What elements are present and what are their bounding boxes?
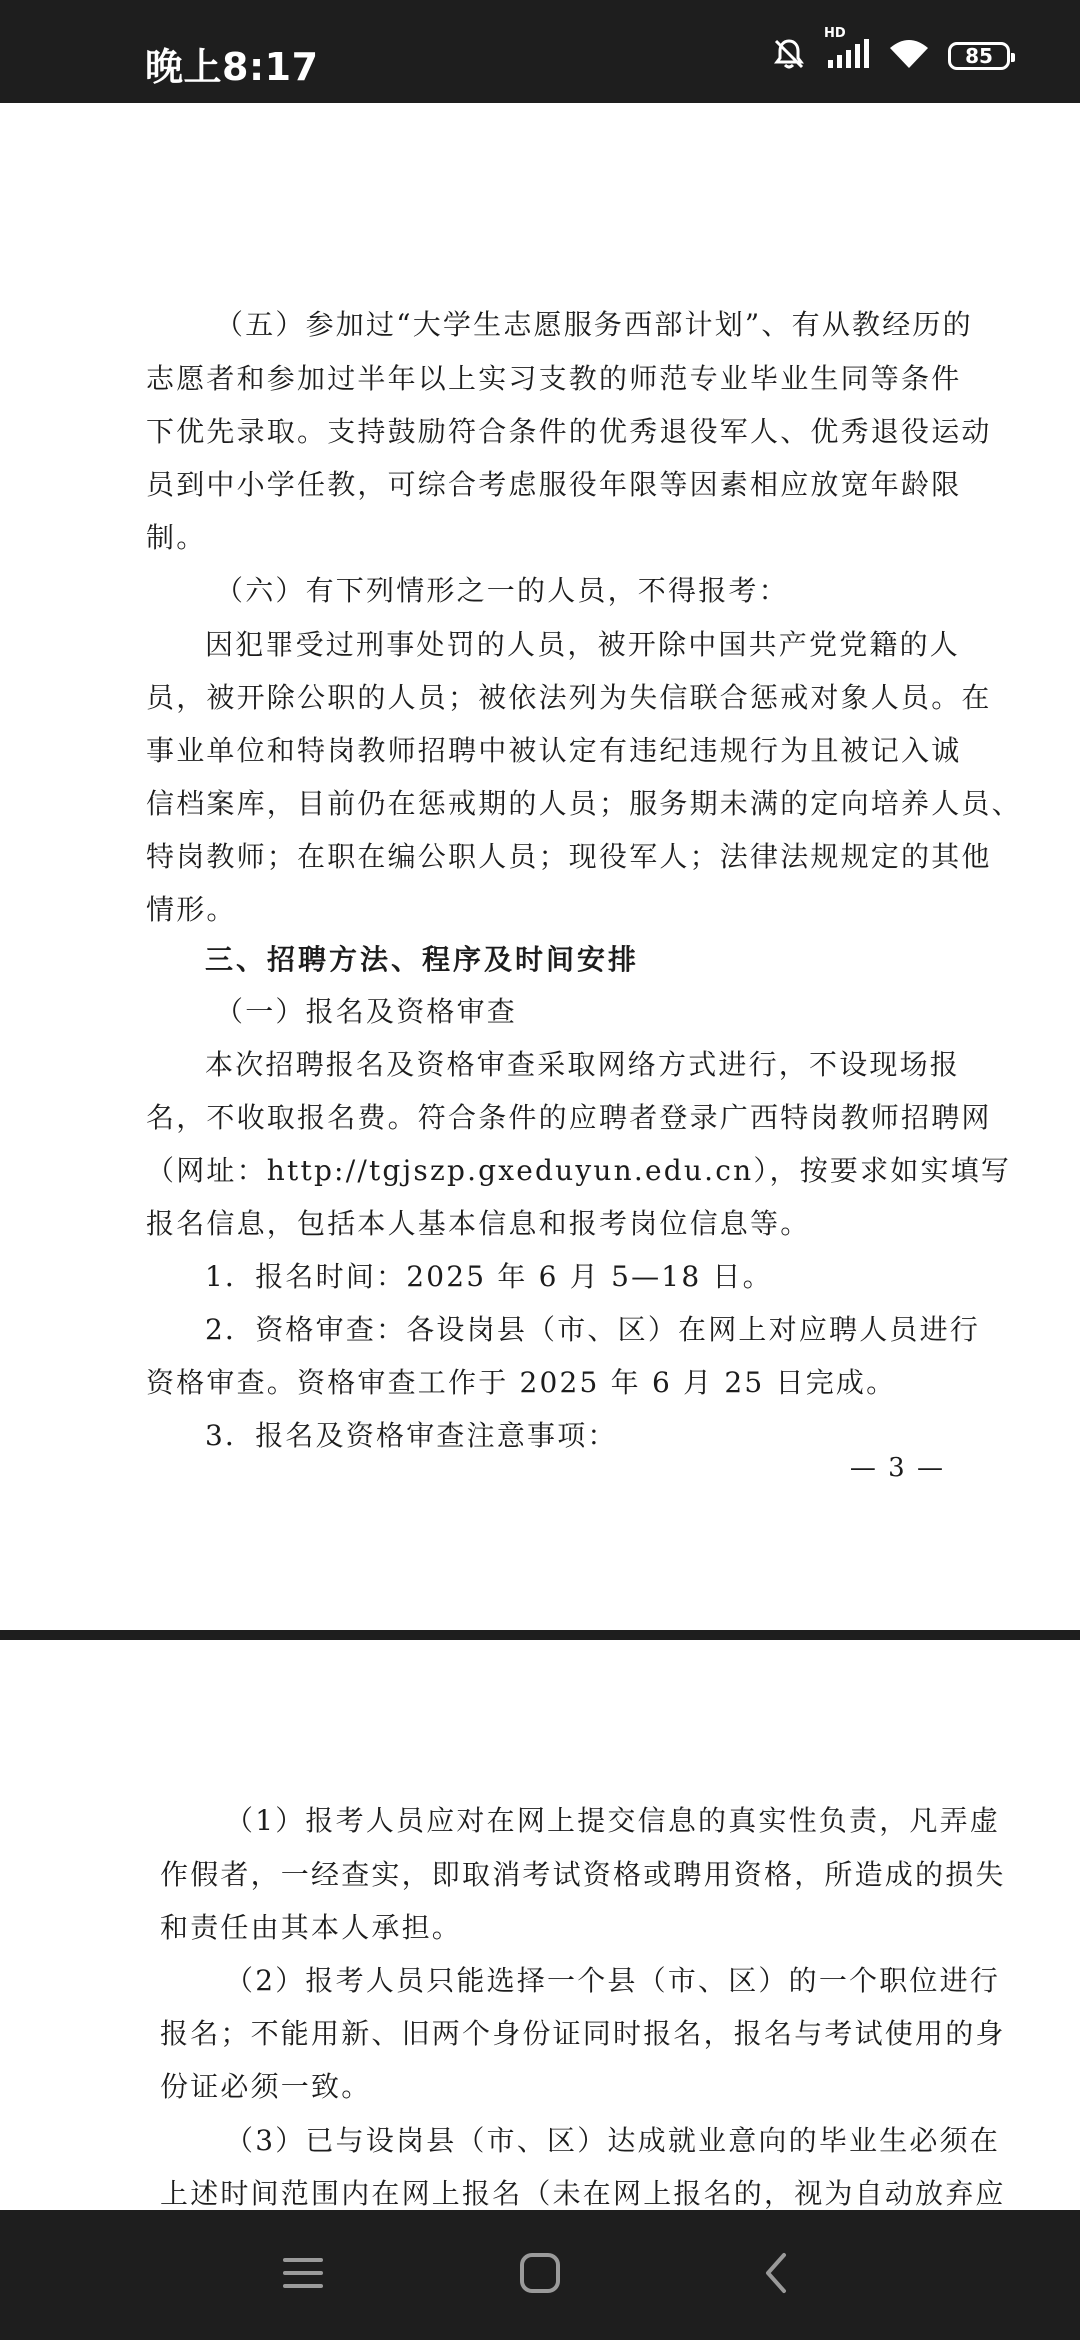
battery-level: 85 bbox=[965, 44, 993, 68]
menu-button[interactable] bbox=[263, 2240, 343, 2310]
paragraph-line: （2）报考人员只能选择一个县（市、区）的一个职位进行 bbox=[225, 1964, 1001, 1997]
paragraph-line: 事业单位和特岗教师招聘中被认定有违纪违规行为且被记入诚 bbox=[146, 734, 962, 767]
signal-icon bbox=[824, 26, 870, 74]
paragraph-line: 资格审查。资格审查工作于 2025 年 6 月 25 日完成。 bbox=[146, 1366, 897, 1399]
status-bar bbox=[0, 0, 1080, 103]
paragraph-line: 名，不收取报名费。符合条件的应聘者登录广西特岗教师招聘网 bbox=[146, 1101, 992, 1134]
paragraph-line: （1）报考人员应对在网上提交信息的真实性负责，凡弄虚 bbox=[225, 1804, 1001, 1837]
network-type-label: HD bbox=[824, 26, 846, 41]
document-page-4 bbox=[0, 1640, 1080, 2210]
menu-icon bbox=[281, 2255, 325, 2295]
navigation-bar bbox=[0, 2210, 1080, 2340]
paragraph-line: 报名；不能用新、旧两个身份证同时报名，报名与考试使用的身 bbox=[160, 2017, 1006, 2050]
paragraph-line: （网址：http://tgjszp.gxeduyun.edu.cn），按要求如实填写 bbox=[146, 1154, 1012, 1187]
page-number: — 3 — bbox=[849, 1453, 945, 1483]
document-page-3 bbox=[0, 103, 1080, 1630]
paragraph-line: 3．报名及资格审查注意事项： bbox=[205, 1419, 618, 1452]
paragraph-line: 报名信息，包括本人基本信息和报考岗位信息等。 bbox=[146, 1207, 811, 1240]
paragraph-line: 员到中小学任教，可综合考虑服役年限等因素相应放宽年龄限 bbox=[146, 468, 962, 501]
paragraph-line: 和责任由其本人承担。 bbox=[160, 1911, 463, 1944]
home-icon bbox=[518, 2251, 562, 2299]
back-icon bbox=[762, 2251, 792, 2299]
back-button[interactable] bbox=[737, 2240, 817, 2310]
paragraph-line: 特岗教师；在职在编公职人员；现役军人；法律法规规定的其他 bbox=[146, 840, 992, 873]
paragraph-line: 员，被开除公职的人员；被依法列为失信联合惩戒对象人员。在 bbox=[146, 681, 992, 714]
paragraph-line: 本次招聘报名及资格审查采取网络方式进行，不设现场报 bbox=[205, 1048, 961, 1081]
battery-icon bbox=[948, 42, 1010, 70]
section-heading: 三、招聘方法、程序及时间安排 bbox=[205, 943, 640, 976]
paragraph-line: 下优先录取。支持鼓励符合条件的优秀退役军人、优秀退役运动 bbox=[146, 415, 992, 448]
paragraph-line: （六）有下列情形之一的人员，不得报考： bbox=[215, 574, 789, 607]
paragraph-line: 制。 bbox=[146, 521, 207, 554]
status-time: 晚上8:17 bbox=[145, 45, 319, 89]
paragraph-line: 情形。 bbox=[146, 893, 237, 926]
home-button[interactable] bbox=[500, 2240, 580, 2310]
paragraph-line: 因犯罪受过刑事处罚的人员，被开除中国共产党党籍的人 bbox=[205, 628, 961, 661]
paragraph-line: 上述时间范围内在网上报名（未在网上报名的，视为自动放弃应 bbox=[160, 2177, 1006, 2210]
paragraph-line: 志愿者和参加过半年以上实习支教的师范专业毕业生同等条件 bbox=[146, 362, 962, 395]
paragraph-line: （五）参加过“大学生志愿服务西部计划”、有从教经历的 bbox=[215, 308, 973, 341]
subsection-heading: （一）报名及资格审查 bbox=[215, 995, 518, 1028]
wifi-icon bbox=[888, 38, 930, 74]
paragraph-line: 作假者，一经查实，即取消考试资格或聘用资格，所造成的损失 bbox=[160, 1858, 1006, 1891]
mute-notification-icon bbox=[772, 37, 806, 75]
paragraph-line: 份证必须一致。 bbox=[160, 2070, 372, 2103]
status-icons bbox=[772, 26, 1010, 74]
paragraph-line: 2．资格审查：各设岗县（市、区）在网上对应聘人员进行 bbox=[205, 1313, 981, 1346]
paragraph-line: （3）已与设岗县（市、区）达成就业意向的毕业生必须在 bbox=[225, 2124, 1001, 2157]
paragraph-line: 1．报名时间：2025 年 6 月 5—18 日。 bbox=[205, 1260, 773, 1293]
page-divider bbox=[0, 1630, 1080, 1640]
paragraph-line: 信档案库，目前仍在惩戒期的人员；服务期未满的定向培养人员、 bbox=[146, 787, 1022, 820]
